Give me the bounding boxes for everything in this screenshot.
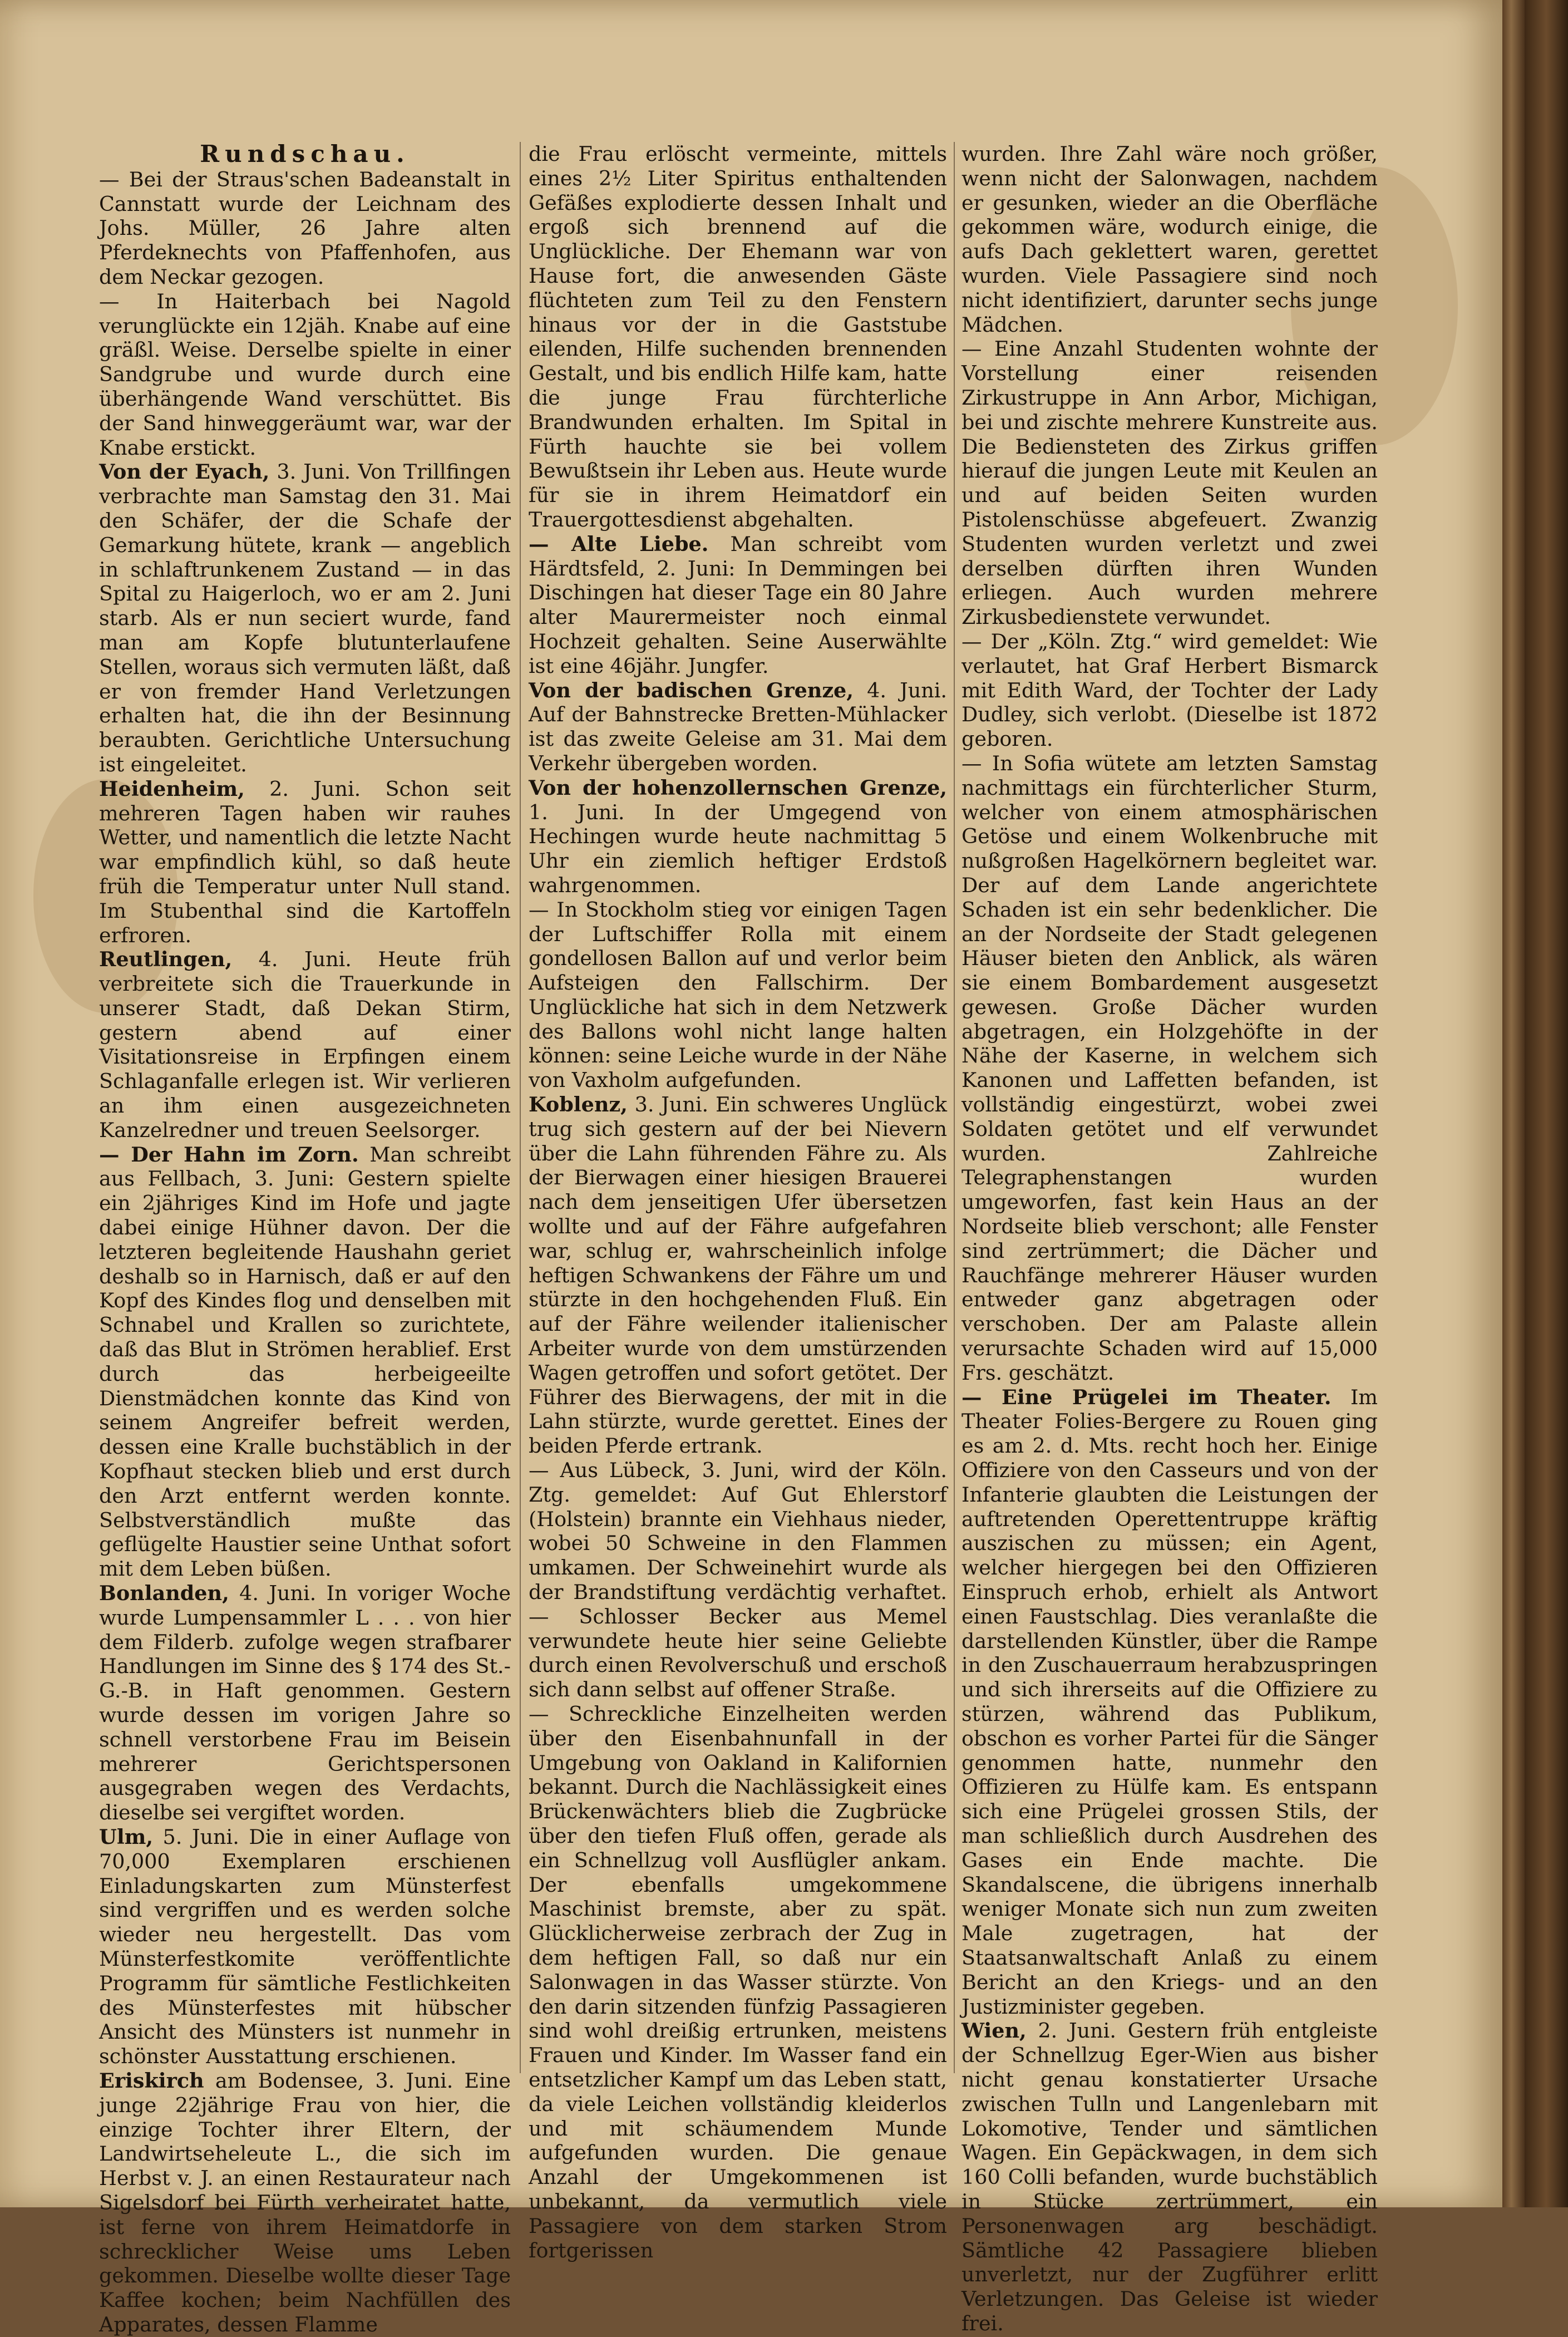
article-paragraph xyxy=(961,337,1378,629)
article-paragraph xyxy=(99,168,511,289)
article-text: — In Sofia wütete am letzten Samstag nachmittags ein fürchterlicher Sturm, welcher von einem atmosphärischen Getöse und einem Wolkenbruche mit nußgroßen Hagelkörnern begleitet war. Der auf dem Lande angerichtete Schaden ist ein sehr bedenklicher. Die an der Nordseite der Stadt gelegenen Häuser bieten den Anblick, als wären sie einem Bombardement ausgesetzt gewesen. Große Dächer wurden abgetragen, ein Holzgehöfte in der Nähe der Kaserne, in welchem sich Kanonen und Laffetten befanden, ist vollständig eingestürzt, wobei zwei Soldaten getötet und elf verwundet wurden. Zahlreiche Telegraphenstangen wurden umgeworfen, fast kein Haus an der Nordseite blieb verschont; alle Fenster sind zertrümmert; die Dächer und Rauchfänge mehrerer Häuser wurden entweder ganz abgetragen oder verschoben. Der am Palaste allein verursachte Schaden wird auf 15,000 Frs. geschätzt. xyxy=(961,751,1378,1385)
article-paragraph xyxy=(529,1093,947,1458)
book-cover-edge xyxy=(1525,0,1568,2207)
article-paragraph xyxy=(529,532,947,678)
article-headline: Ulm, xyxy=(99,1824,154,1849)
article-text: — Aus Lübeck, 3. Juni, wird der Köln. Ztg. gemeldet: Auf Gut Ehlerstorf (Holstein) brannte ein Viehhaus nieder, wobei 50 Schweine in den Flammen umkamen. Der Schweinehirt wurde als der Brandstiftung verdächtig verhaftet. — Schlosser Becker aus Memel verwundete heute hier seine Geliebte durch einen Revolverschuß und erschoß sich dann selbst auf offener Straße. xyxy=(529,1458,947,1702)
article-paragraph xyxy=(99,460,511,776)
article-headline: Bonlanden, xyxy=(99,1581,229,1606)
article-text: 1. Juni. In der Umgegend von Hechingen wurde heute nachmittag 5 Uhr ein ziemlich heftiger Erdstoß wahrgenommen. xyxy=(529,800,947,897)
article-text: 4. Juni. In voriger Woche wurde Lumpensammler L . . . von hier dem Filderb. zufolge wegen strafbarer Handlungen im Sinne des § 174 des St.-G.-B. in Haft genommen. Gestern wurde dessen im vorigen Jahre so schnell verstorbene Frau im Beisein mehrerer Gerichtspersonen ausgegraben wegen des Verdachts, dieselbe sei vergiftet worden. xyxy=(99,1581,511,1825)
article-text: — Eine Anzahl Studenten wohnte der Vorstellung einer reisenden Zirkustruppe in Ann Arbor, Michigan, bei und zischte mehrere Kunstreite aus. Die Bediensteten des Zirkus griffen hierauf die jungen Leute mit Keulen an und auf beiden Seiten wurden Pistolenschüsse abgefeuert. Zwanzig Studenten wurden verletzt und zwei derselben dürften ihren Wunden erliegen. Auch wurden mehrere Zirkusbedienstete verwundet. xyxy=(961,337,1378,629)
article-text: 4. Juni. Heute früh verbreitete sich die Trauerkunde in unserer Stadt, daß Dekan Stirm, gestern abend auf einer Visitationsreise in Erpfingen einem Schlaganfalle erlegen ist. Wir verlieren an ihm einen ausgezeichneten Kanzelredner und treuen Seelsorger. xyxy=(99,947,511,1142)
article-paragraph xyxy=(529,678,947,776)
article-paragraph xyxy=(961,2019,1378,2335)
article-text: am Bodensee, 3. Juni. Eine junge 22jährige Frau von hier, die einzige Tochter ihrer Eltern, der Landwirtseheleute L., die sich im Herbst v. J. an einen Restaurateur nach Sigelsdorf bei Fürth verheiratet hatte, ist ferne von ihrem Heimatdorfe in schrecklicher Weise ums Leben gekommen. Dieselbe wollte dieser Tage Kaffee kochen; beim Nachfüllen des Apparates, dessen Flamme xyxy=(99,2068,511,2336)
article-paragraph xyxy=(961,751,1378,1385)
article-text: Man schreibt vom Härdtsfeld, 2. Juni: In Demmingen bei Dischingen hat dieser Tage ein 80 Jahre alter Maurermeister noch einmal Hochzeit gehalten. Seine Auserwählte ist eine 46jähr. Jungfer. xyxy=(529,532,948,678)
column-rule xyxy=(520,142,521,2073)
article-paragraph xyxy=(99,947,511,1142)
article-text: 2. Juni. Schon seit mehreren Tagen haben wir rauhes Wetter, und namentlich die letzte Nacht war empfindlich kühl, so daß heute früh die Temperatur unter Null stand. Im Stubenthal sind die Kartoffeln erfroren. xyxy=(99,776,511,947)
article-headline: — Alte Liebe. xyxy=(529,532,709,556)
article-paragraph xyxy=(529,1458,947,1702)
article-headline: Reutlingen, xyxy=(99,947,233,972)
article-text: Man schreibt aus Fellbach, 3. Juni: Gestern spielte ein 2jähriges Kind im Hofe und jagte dabei einige Hühner davon. Der die letzteren begleitende Haushahn geriet deshalb so in Harnisch, daß er auf den Kopf des Kindes flog und denselben mit Schnabel und Krallen so zurichtete, daß das Blut in Strömen herablief. Erst durch das herbeigeeilte Dienstmädchen konnte das Kind von seinem Angreifer befreit werden, dessen eine Kralle buchstäblich in der Kopfhaut stecken blieb und erst durch den Arzt entfernt werden konnte. Selbstverständlich mußte das geflügelte Haustier seine Unthat sofort mit dem Leben büßen. xyxy=(99,1142,511,1581)
article-text: 5. Juni. Die in einer Auflage von 70,000 Exemplaren erschienen Einladungskarten zum Münsterfest sind vergriffen und es werden solche wieder neu hergestellt. Das vom Münsterfestkomite veröffentlichte Programm für sämtliche Festlichkeiten des Münsterfestes mit hübscher Ansicht des Münsters ist nunmehr in schönster Ausstattung erschienen. xyxy=(99,1824,511,2069)
article-headline: Koblenz, xyxy=(529,1093,628,1117)
article-text: 3. Juni. Ein schweres Unglück trug sich gestern auf der bei Nievern über die Lahn führenden Fähre zu. Als der Bierwagen einer hiesigen Brauerei nach dem jenseitigen Ufer übersetzen wollte und auf der Fähre aufgefahren war, schlug er, wahrscheinlich infolge heftigen Schwankens der Fähre um und stürzte in den hochgehenden Fluß. Ein auf der Fähre weilender italienischer Arbeiter wurde von dem umstürzenden Wagen getroffen und sofort getötet. Der Führer des Bierwagens, der mit in die Lahn stürzte, wurde gerettet. Eines der beiden Pferde ertrank. xyxy=(529,1093,947,1458)
article-paragraph xyxy=(99,1581,511,1825)
article-headline: Von der badischen Grenze, xyxy=(529,678,854,702)
article-headline: Wien, xyxy=(961,2019,1027,2043)
article-paragraph xyxy=(529,898,947,1093)
article-paragraph xyxy=(961,142,1378,337)
article-text: — Bei der Straus'schen Badeanstalt in Cannstatt wurde der Leichnam des Johs. Müller, 26 Jahre alten Pferdeknechts von Pfaffenhofen, aus dem Neckar gezogen. xyxy=(99,167,511,289)
column-2 xyxy=(529,142,948,2262)
article-text: wurden. Ihre Zahl wäre noch größer, wenn nicht der Salonwagen, nachdem er gesunken, wieder an die Oberfläche gekommen wäre, wodurch einige, die aufs Dach geklettert waren, gerettet wurden. Viele Passagiere sind noch nicht identifiziert, darunter sechs junge Mädchen. xyxy=(961,142,1378,337)
column-1 xyxy=(99,140,511,2336)
article-text: 2. Juni. Gestern früh entgleiste der Schnellzug Eger-Wien aus bisher nicht genau konstatierter Ursache zwischen Tulln und Langenlebarn mit Lokomotive, Tender und sämtlichen Wagen. Ein Gepäckwagen, in dem sich 160 Colli befanden, wurde buchstäblich in Stücke zertrümmert, ein Personenwagen arg beschädigt. Sämtliche 42 Passagiere blieben unverletzt, nur der Zugführer erlitt Verletzungen. Das Geleise ist wieder frei. xyxy=(961,2019,1378,2335)
article-paragraph xyxy=(99,1825,511,2069)
article-paragraph xyxy=(529,142,947,532)
article-text: — Der „Köln. Ztg.“ wird gemeldet: Wie verlautet, hat Graf Herbert Bismarck mit Edith Ward, der Tochter der Lady Dudley, sich verlobt. (Dieselbe ist 1872 geboren. xyxy=(961,629,1378,751)
article-text: die Frau erlöscht vermeinte, mittels eines 2½ Liter Spiritus enthaltenden Gefäßes explodierte dessen Inhalt und ergoß sich brennend auf die Unglückliche. Der Ehemann war von Hause fort, die anwesenden Gäste flüchteten zum Teil zu den Fenstern hinaus vor der in die Gaststube eilenden, Hilfe suchenden brennenden Gestalt, und bis endlich Hilfe kam, hatte die junge Frau fürchterliche Brandwunden erhalten. Im Spital in Fürth hauchte sie bei vollem Bewußtsein ihr Leben aus. Heute wurde für sie in ihrem Heimatdorf ein Trauergottesdienst abgehalten. xyxy=(529,142,947,532)
article-headline: — Der Hahn im Zorn. xyxy=(99,1142,359,1167)
article-paragraph xyxy=(99,2069,511,2337)
article-paragraph xyxy=(99,1143,511,1581)
article-headline: Von der Eyach, xyxy=(99,460,270,484)
article-text: Im Theater Folies-Bergere zu Rouen ging es am 2. d. Mts. recht hoch her. Einige Offiziere von den Casseurs und von der Infanterie glaubten die Leistungen der auftretenden Operettentruppe kräftig auszischen zu müssen; ein Agent, welcher hiergegen bei den Offizieren Einspruch erhob, erhielt als Antwort einen Faustschlag. Dies veranlaßte die darstellenden Künstler, über die Rampe in den Zuschauerraum herabzuspringen und sich ihrerseits auf die Offiziere zu stürzen, während das Publikum, obschon es vorher Partei für die Sänger genommen hatte, nunmehr den Offizieren zu Hülfe kam. Es entspann sich eine Prügelei grossen Stils, der man schließlich durch Ausdrehen des Gases ein Ende machte. Die Skandalscene, die übrigens innerhalb weniger Monate sich nun zum zweiten Male zugetragen, hat der Staatsanwaltschaft Anlaß zu einem Bericht an den Kriegs- und an den Justizminister gegeben. xyxy=(961,1385,1378,2019)
article-text: — In Haiterbach bei Nagold verunglückte ein 12jäh. Knabe auf eine gräßl. Weise. Derselbe spielte in einer Sandgrube und wurde durch eine überhängende Wand verschüttet. Bis der Sand hinweggeräumt war, war der Knabe erstickt. xyxy=(99,289,511,460)
article-paragraph xyxy=(529,776,947,898)
article-text: — In Stockholm stieg vor einigen Tagen der Luftschiffer Rolla mit einem gondellosen Ballon auf und verlor beim Aufsteigen den Fallschirm. Der Unglückliche hat sich in dem Netzwerk des Ballons wohl nicht lange halten können: seine Leiche wurde in der Nähe von Vaxholm aufgefunden. xyxy=(529,897,947,1093)
article-text: 4. Juni. Auf der Bahnstrecke Bretten-Mühlacker ist das zweite Geleise am 31. Mai dem Verkehr übergeben worden. xyxy=(529,678,947,775)
article-headline: Heidenheim, xyxy=(99,776,245,801)
article-headline: — Eine Prügelei im Theater. xyxy=(961,1385,1332,1409)
book-edge xyxy=(1502,0,1525,2207)
article-headline: Eriskirch xyxy=(99,2068,204,2093)
article-paragraph xyxy=(529,1702,947,2262)
article-paragraph xyxy=(961,629,1378,751)
article-headline: Von der hohenzollernschen Grenze, xyxy=(529,775,947,800)
article-paragraph xyxy=(961,1385,1378,2019)
article-paragraph xyxy=(99,777,511,948)
page-title: Rundschau. xyxy=(200,140,410,168)
article-text: — Schreckliche Einzelheiten werden über den Eisenbahnunfall in der Umgebung von Oakland in Kalifornien bekannt. Durch die Nachlässigkeit eines Brückenwächters blieb die Zugbrücke über den tiefen Fluß offen, gerade als ein Schnellzug voll Ausflügler ankam. Der ebenfalls umgekommene Maschinist bremste, aber zu spät. Glücklicherweise zerbrach der Zug in dem heftigen Fall, so daß nur ein Salonwagen in das Wasser stürzte. Von den darin sitzenden fünfzig Passagieren sind wohl dreißig ertrunken, meistens Frauen und Kinder. Im Wasser fand ein entsetzlicher Kampf um das Leben statt, da viele Leichen vollständig kleiderlos und mit schäumendem Munde aufgefunden wurden. Die genaue Anzahl der Umgekommenen ist unbekannt, da vermutlich viele Passagiere von dem starken Strom fortgerissen xyxy=(529,1702,947,2262)
article-paragraph xyxy=(99,289,511,460)
article-text: 3. Juni. Von Trillfingen verbrachte man Samstag den 31. Mai den Schäfer, der die Schafe der Gemarkung hütete, krank — angeblich in schlaftrunkenem Zustand — in das Spital zu Haigerloch, wo er am 2. Juni starb. Als er nun seciert wurde, fand man am Kopfe blutunterlaufene Stellen, woraus sich vermuten läßt, daß er von fremder Hand Verletzungen erhalten hat, die ihn der Besinnung beraubten. Gerichtliche Untersuchung ist eingeleitet. xyxy=(99,460,511,776)
column-3 xyxy=(961,142,1378,2335)
column-rule xyxy=(954,142,955,2073)
